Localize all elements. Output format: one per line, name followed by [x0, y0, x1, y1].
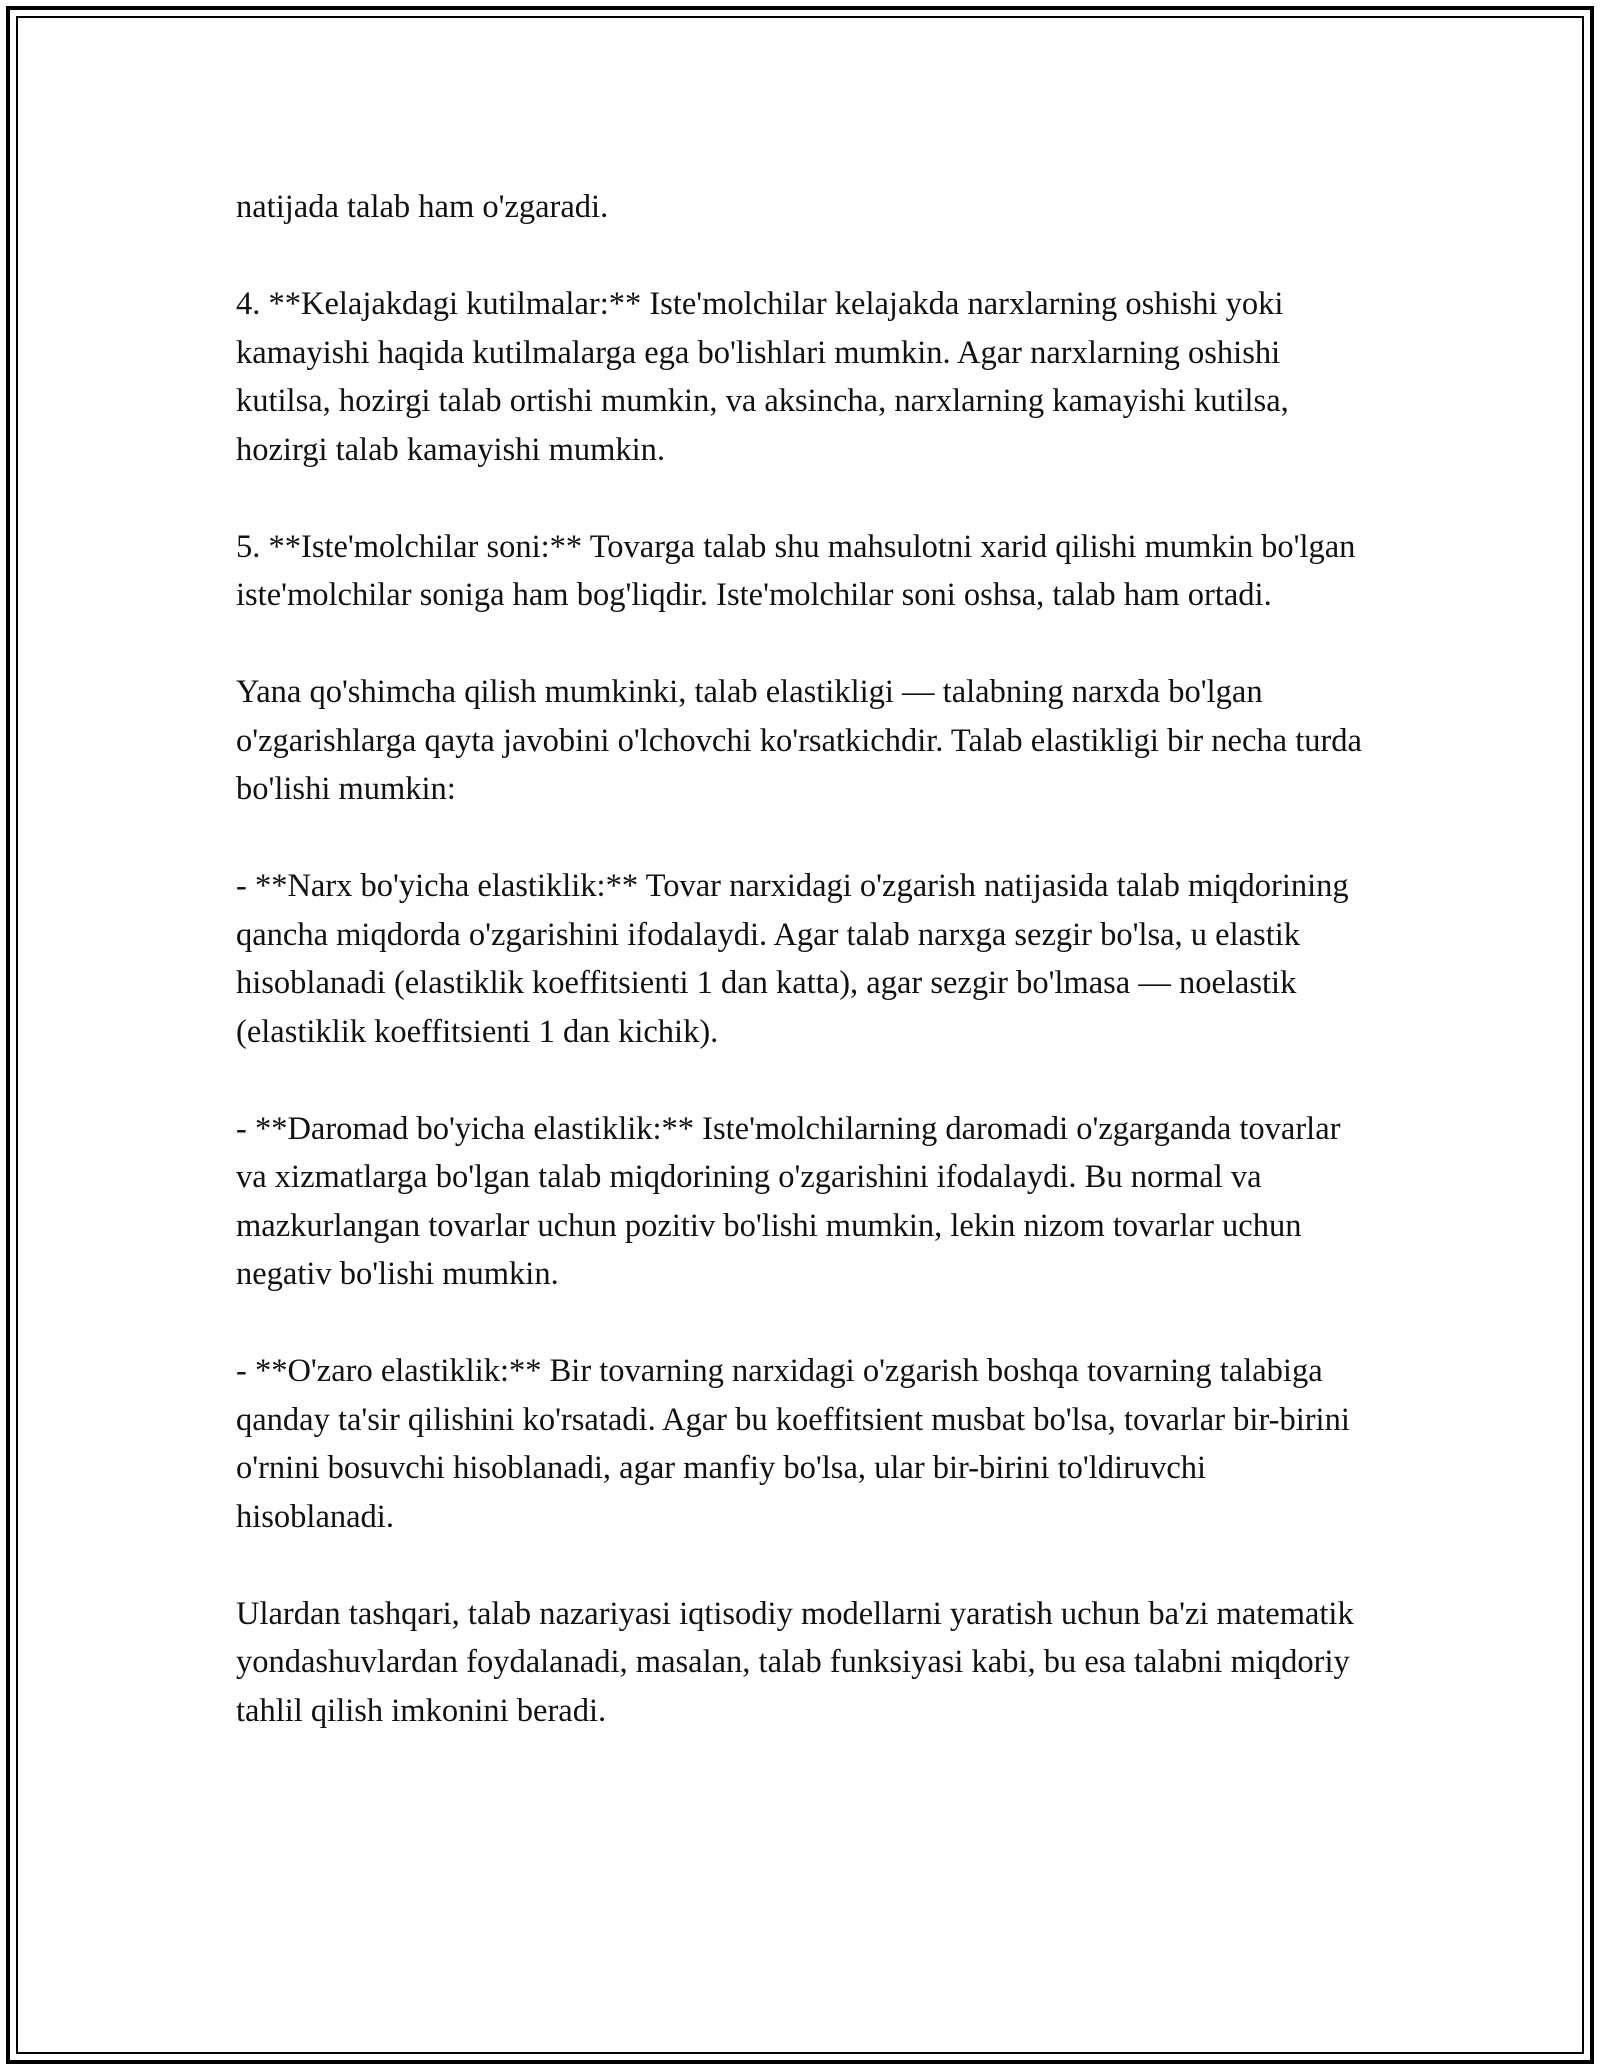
paragraph-future-expectations: 4. **Kelajakdagi kutilmalar:** Iste'molchilar kelajakda narxlarning oshishi yoki kamayishi haqida kutilmalarga ega bo'lishlari mumkin. Agar narxlarning oshishi kutilsa, hozirgi talab ortishi mumkin, va aksincha, narxlarning kamayishi kutilsa, hozirgi talab kamayishi mumkin.	[236, 286, 1289, 468]
paragraph-conclusion: Ulardan tashqari, talab nazariyasi iqtisodiy modellarni yaratish uchun ba'zi matematik yondashuvlardan foydalanadi, masalan, talab funksiyasi kabi, bu esa talabni miqdoriy tahlil qilish imkonini beradi.	[236, 1595, 1354, 1729]
paragraph-number-of-consumers: 5. **Iste'molchilar soni:** Tovarga talab shu mahsulotni xarid qilishi mumkin bo'lgan iste'molchilar soniga ham bog'liqdir. Iste'molchilar soni oshsa, talab ham ortadi.	[236, 528, 1356, 613]
paragraph-price-elasticity: - **Narx bo'yicha elastiklik:** Tovar narxidagi o'zgarish natijasida talab miqdorining qancha miqdorda o'zgarishini ifodalaydi. Agar talab narxga sezgir bo'lsa, u elastik hisoblanadi (elastiklik koeffitsienti 1 dan katta), agar sezgir bo'lmasa — noelastik (elastiklik koeffitsienti 1 dan kichik).	[236, 868, 1349, 1050]
paragraph-demand-elasticity-intro: Yana qo'shimcha qilish mumkinki, talab elastikligi — talabning narxda bo'lgan o'zgarishlarga qayta javobini o'lchovchi ko'rsatkichdir. Talab elastikligi bir necha turda bo'lishi mumkin:	[236, 674, 1362, 807]
paragraph-continuation: natijada talab ham o'zgaradi.	[236, 189, 609, 225]
document-body	[236, 183, 1371, 1784]
paragraph-income-elasticity: - **Daromad bo'yicha elastiklik:** Iste'molchilarning daromadi o'zgarganda tovarlar va xizmatlarga bo'lgan talab miqdorining o'zgarishini ifodalaydi. Bu normal va mazkurlangan tovarlar uchun pozitiv bo'lishi mumkin, lekin nizom tovarlar uchun negativ bo'lishi mumkin.	[236, 1110, 1341, 1292]
paragraph-cross-elasticity: - **O'zaro elastiklik:** Bir tovarning narxidagi o'zgarish boshqa tovarning talabiga qanday ta'sir qilishini ko'rsatadi. Agar bu koeffitsient musbat bo'lsa, tovarlar bir-birini o'rnini bosuvchi hisoblanadi, agar manfiy bo'lsa, ular bir-birini to'ldiruvchi hisoblanadi.	[236, 1353, 1350, 1535]
